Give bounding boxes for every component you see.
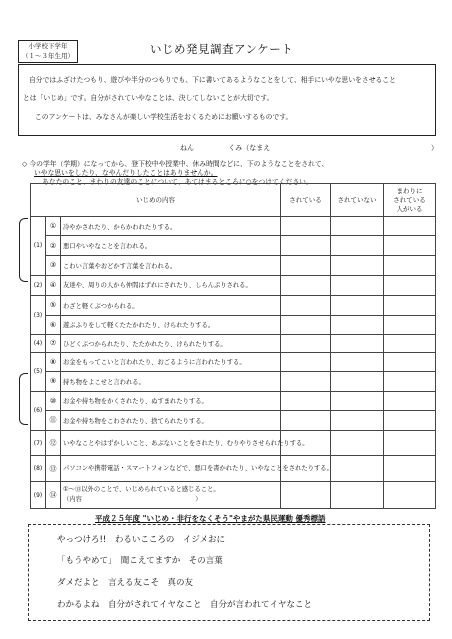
slogan-line-1: やっつけろ!! わるいこころの イジメおに <box>57 535 226 545</box>
header-others-line-1: まわりに <box>396 187 423 196</box>
table-row <box>31 411 436 431</box>
slogan-box <box>28 524 430 621</box>
group-number: (4) <box>31 335 46 352</box>
table-row <box>31 236 436 256</box>
item-number: ⑫ <box>46 430 61 456</box>
item-text-line: ①～⑬以外のことで、いじめられていると感じること。 <box>63 486 220 494</box>
answer-cell-done[interactable] <box>281 372 331 392</box>
item-text: 持ち物をよこせと言われる。 <box>61 372 281 392</box>
instruction-line-2: いやな思いをしたり、なやんだりしたことはありませんか。 <box>34 169 218 177</box>
table-row <box>31 456 436 482</box>
item-text: 悪口やいやなことを言われる。 <box>61 236 281 256</box>
table-row <box>31 372 436 392</box>
item-number: ② <box>46 236 61 256</box>
table-row <box>31 391 436 411</box>
answer-cell-done[interactable] <box>281 315 331 335</box>
answer-cell-done[interactable] <box>281 236 331 256</box>
group-number: (5) <box>31 352 46 391</box>
name-close-paren: ） <box>431 144 438 152</box>
answer-cell-done[interactable] <box>281 411 331 431</box>
answer-cell-others[interactable] <box>384 456 436 482</box>
intro-line-2: とは「いじめ」です。自分がされていやなことは、決してしないことが大切です。 <box>23 94 274 102</box>
item-number: ⑭ <box>46 482 61 509</box>
table-row <box>31 275 436 296</box>
answer-cell-others[interactable] <box>384 372 436 392</box>
grade-line-1: 小学校下学年 <box>28 42 68 50</box>
item-number: ⑧ <box>46 352 61 372</box>
item-number: ⑥ <box>46 315 61 335</box>
answer-cell-done[interactable] <box>281 482 331 509</box>
answer-cell-others[interactable] <box>384 296 436 316</box>
kumi-name-label: くみ（なまえ <box>228 144 271 152</box>
answer-cell-done[interactable] <box>281 216 331 236</box>
answer-cell-not-done[interactable] <box>331 255 384 275</box>
group-number: (9) <box>31 482 46 509</box>
grade-box <box>18 40 78 63</box>
answer-cell-not-done[interactable] <box>331 352 384 372</box>
answer-cell-done[interactable] <box>281 255 331 275</box>
answer-cell-not-done[interactable] <box>331 482 384 509</box>
answer-cell-others[interactable] <box>384 482 436 509</box>
answer-cell-others[interactable] <box>384 236 436 256</box>
group-number: (3) <box>31 296 46 335</box>
item-text: わざと軽くぶつかられる。 <box>61 296 281 316</box>
group-number: (8) <box>31 456 46 482</box>
header-done: されている <box>281 184 331 217</box>
item-text: お金をもってこいと言われたり、おごるように言われたりする。 <box>61 352 281 372</box>
item-number: ⑩ <box>46 391 61 411</box>
nen-label: ねん <box>180 144 194 152</box>
slogan-line-4: わかるよね 自分がされてイヤなこと 自分が言われてイヤなこと <box>57 600 313 610</box>
content-write-in[interactable]: （内容 ） <box>63 496 202 504</box>
answer-cell-not-done[interactable] <box>331 430 384 456</box>
table-row <box>31 216 436 236</box>
group-number: (1) <box>31 216 46 275</box>
page-title: いじめ発見調査アンケート <box>150 42 294 56</box>
answer-cell-others[interactable] <box>384 430 436 456</box>
item-text: お金や持ち物をかくされたり、ぬすまれたりする。 <box>61 391 281 411</box>
item-text <box>61 482 281 509</box>
name-row <box>180 143 440 153</box>
answer-cell-others[interactable] <box>384 216 436 236</box>
table-row <box>31 255 436 275</box>
item-text: パソコンや携帯電話・スマートフォンなどで、悪口を書かれたり、いやなことをされたりする。 <box>61 456 281 482</box>
answer-cell-not-done[interactable] <box>331 275 384 296</box>
grade-line-2: （１～３年生用） <box>22 52 74 60</box>
instruction-line-3: あなたのこと、まわりの友達のことについて、あてはまるところに○をつけてください。 <box>42 178 313 186</box>
header-content: いじめの内容 <box>31 184 281 217</box>
answer-cell-others[interactable] <box>384 391 436 411</box>
left-bracket-middle <box>19 373 28 425</box>
answer-cell-done[interactable] <box>281 275 331 296</box>
answer-cell-not-done[interactable] <box>331 216 384 236</box>
answer-cell-not-done[interactable] <box>331 411 384 431</box>
item-text: ひどくぶつかられたり、たたかれたり、けられたりする。 <box>61 335 281 352</box>
item-number: ③ <box>46 255 61 275</box>
answer-cell-others[interactable] <box>384 315 436 335</box>
header-others-line-2: されている <box>393 196 426 205</box>
answer-cell-not-done[interactable] <box>331 335 384 352</box>
answer-cell-done[interactable] <box>281 335 331 352</box>
intro-box <box>18 64 436 136</box>
group-number: (7) <box>31 430 46 456</box>
answer-cell-others[interactable] <box>384 275 436 296</box>
answer-cell-others[interactable] <box>384 335 436 352</box>
item-text: いやなことやはずかしいこと、あぶないことをされたり、むりやりさせられたりする。 <box>61 430 281 456</box>
slogan-line-3: ダメだよと 言える友こそ 真の友 <box>57 578 194 588</box>
instruction-line-1: ◇ 今の学年（学期）になってから、登下校中や授業中、休み時間などに、下のようなことをされて、 <box>22 160 329 168</box>
item-text: 冷やかされたり、からかわれたりする。 <box>61 216 281 236</box>
answer-cell-others[interactable] <box>384 255 436 275</box>
survey-table <box>30 183 436 509</box>
table-row <box>31 430 436 456</box>
item-number: ⑬ <box>46 456 61 482</box>
answer-cell-done[interactable] <box>281 296 331 316</box>
answer-cell-not-done[interactable] <box>331 372 384 392</box>
answer-cell-not-done[interactable] <box>331 315 384 335</box>
intro-line-3: このアンケートは、みなさんが楽しい学校生活をおくるためにお願いするものです。 <box>35 113 293 121</box>
table-header-row <box>31 184 436 217</box>
item-text: 友達や、周りの人から仲間はずれにされたり、しらんぷりされる。 <box>61 275 281 296</box>
item-number: ⑨ <box>46 372 61 392</box>
intro-line-1: 自分ではふざけたつもり、遊びや半分のつもりでも、下に書いてあるようなことをして、相手にいやな思いをさせること <box>29 76 396 84</box>
answer-cell-done[interactable] <box>281 352 331 372</box>
table-row <box>31 482 436 509</box>
left-bracket-top <box>19 218 28 282</box>
item-text: お金や持ち物をこわされたり、捨てられたりする。 <box>61 411 281 431</box>
answer-cell-not-done[interactable] <box>331 236 384 256</box>
item-number: ⑤ <box>46 296 61 316</box>
table-row <box>31 296 436 316</box>
answer-cell-done[interactable] <box>281 391 331 411</box>
answer-cell-others[interactable] <box>384 352 436 372</box>
item-text: 遊ぶふりをして軽くたたかれたり、けられたりする。 <box>61 315 281 335</box>
group-number: (6) <box>31 391 46 430</box>
item-text: こわい言葉やおどかす言葉を言われる。 <box>61 255 281 275</box>
item-number: ⑪ <box>46 411 61 431</box>
item-number: ① <box>46 216 61 236</box>
answer-cell-others[interactable] <box>384 411 436 431</box>
item-number: ④ <box>46 275 61 296</box>
answer-cell-not-done[interactable] <box>331 391 384 411</box>
header-others <box>384 184 436 217</box>
slogan-line-2: 「もうやめて」 聞こえてますか その言葉 <box>57 556 223 566</box>
table-row <box>31 352 436 372</box>
slogan-title: 平成２５年度 "いじめ・非行をなくそう"やまがた県民運動 優秀標語 <box>95 514 326 523</box>
item-number: ⑦ <box>46 335 61 352</box>
group-number: (2) <box>31 275 46 296</box>
table-row <box>31 335 436 352</box>
answer-cell-not-done[interactable] <box>331 456 384 482</box>
answer-cell-not-done[interactable] <box>331 296 384 316</box>
table-row <box>31 315 436 335</box>
header-others-line-3: 人がいる <box>396 205 423 214</box>
header-not-done: されていない <box>331 184 384 217</box>
